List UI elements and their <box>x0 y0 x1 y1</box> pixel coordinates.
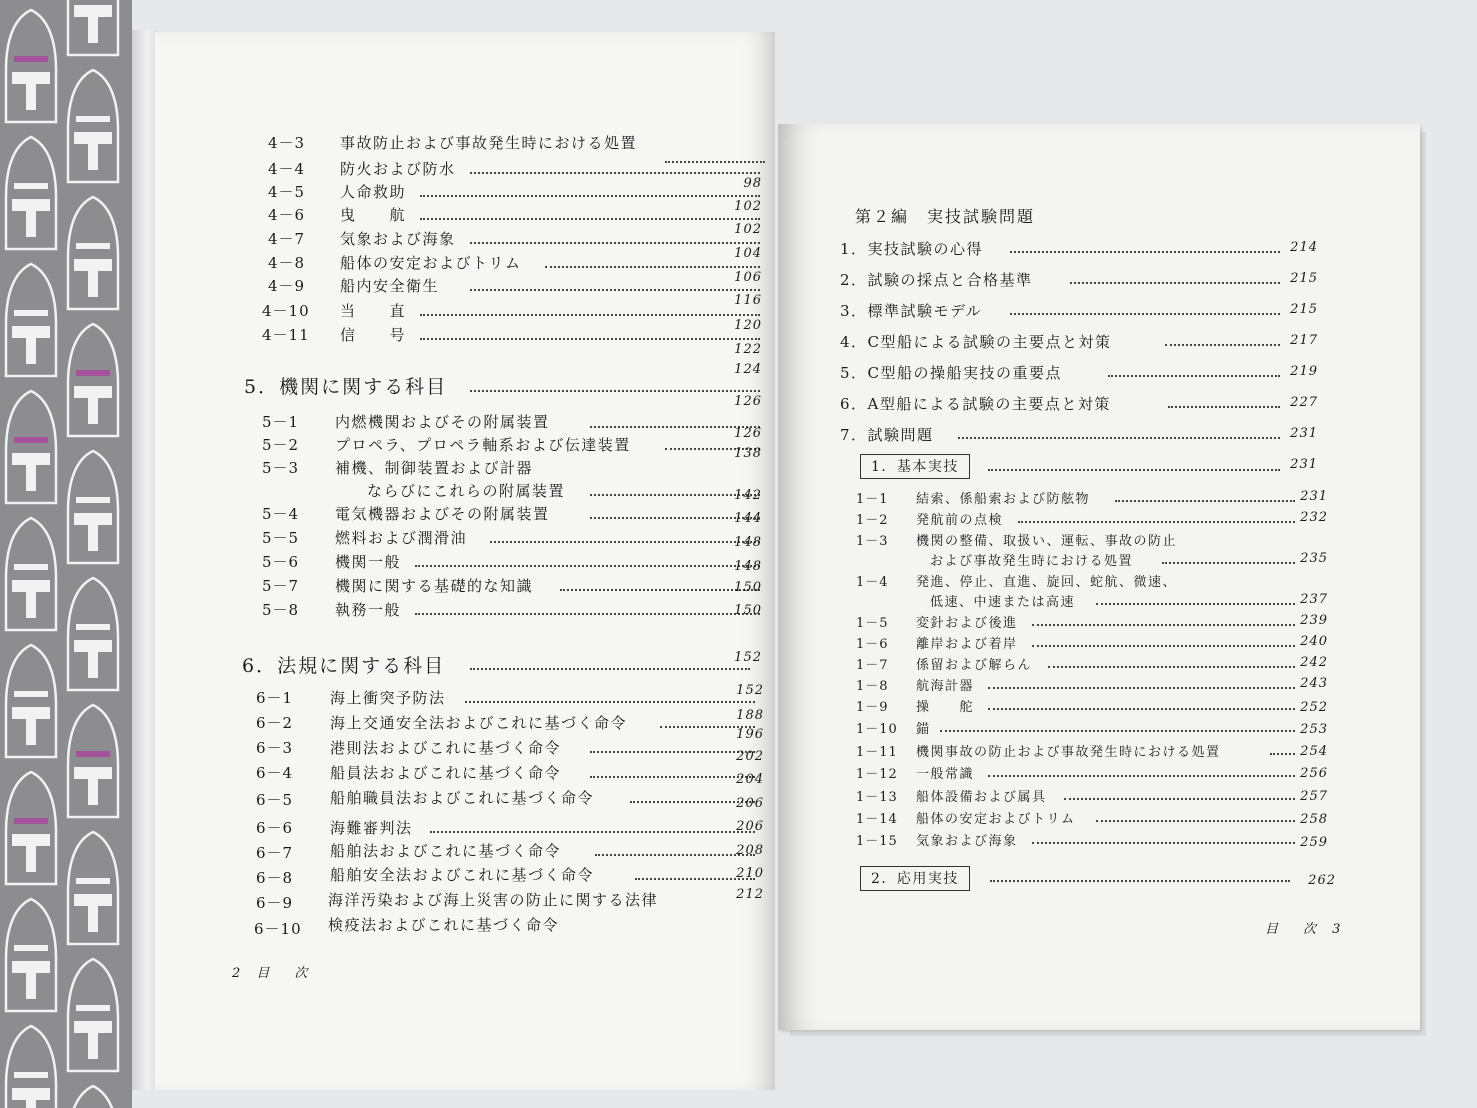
toc-leader-dots <box>415 565 760 567</box>
toc-entry-title: 気象および海象 <box>340 230 456 248</box>
toc-entry-number: 5－1 <box>262 413 300 431</box>
toc-entry-number: 5－8 <box>262 601 300 619</box>
boat-icon <box>6 518 56 630</box>
toc-entry-page: 258 <box>1300 812 1328 827</box>
toc-entry-number: 5－5 <box>262 529 300 547</box>
toc-entry-page: 243 <box>1300 676 1328 691</box>
toc-entry-page: 122 <box>734 342 762 357</box>
boat-icon <box>68 0 118 55</box>
toc-entry-title: 結索、係船索および防舷物 <box>916 492 1091 507</box>
toc-entry-title: 船体設備および属具 <box>916 790 1047 805</box>
toc-entry-title: 検疫法およびこれに基づく命令 <box>328 916 560 934</box>
toc-entry-number: 4－7 <box>268 230 306 248</box>
toc-entry-page: 106 <box>734 270 762 285</box>
toc-entry-title: 変針および後進 <box>916 616 1018 631</box>
toc-leader-dots <box>1096 820 1295 822</box>
toc-entry-title: 海難審判法 <box>330 819 413 837</box>
toc-entry-number: 5－7 <box>262 577 300 595</box>
toc-entry-page: 231 <box>1290 457 1318 472</box>
toc-entry-title: 6．A型船による試験の主要点と対策 <box>840 395 1111 413</box>
toc-entry-page: 206 <box>736 796 764 811</box>
toc-entry-title: 曳 航 <box>340 206 407 224</box>
toc-entry-title: 機関一般 <box>335 553 402 571</box>
toc-entry-title-continued: および事故発生時における処置 <box>930 554 1134 569</box>
toc-entry-title: 機関事故の防止および事故発生時における処置 <box>916 745 1221 760</box>
toc-entry-title: 機関の整備、取扱い、運転、事故の防止 <box>916 534 1178 549</box>
toc-entry-page: 124 <box>734 362 762 377</box>
toc-entry-title: 燃料および潤滑油 <box>335 529 468 547</box>
toc-entry-number: 4－3 <box>268 134 306 152</box>
toc-leader-dots <box>1096 603 1295 605</box>
page-footer: 2 目 次 <box>232 966 314 981</box>
toc-entry-page: 215 <box>1290 271 1318 286</box>
toc-leader-dots <box>1032 624 1295 626</box>
toc-leader-dots <box>1064 798 1295 800</box>
toc-entry-title: 錨 <box>916 722 931 737</box>
toc-entry-number: 5－6 <box>262 553 300 571</box>
toc-entry-title: 2．試験の採点と合格基準 <box>840 271 1033 289</box>
toc-leader-dots <box>545 266 760 268</box>
toc-entry-number: 1－8 <box>856 679 889 694</box>
toc-entry-page: 227 <box>1290 395 1318 410</box>
toc-entry-page: 231 <box>1290 426 1318 441</box>
toc-leader-dots <box>1032 842 1295 844</box>
toc-entry-title: 船舶安全法およびこれに基づく命令 <box>330 866 595 884</box>
toc-entry-page: 259 <box>1300 835 1328 850</box>
toc-leader-dots <box>420 195 760 197</box>
toc-leader-dots <box>1162 562 1295 564</box>
toc-leader-dots <box>988 687 1295 689</box>
toc-entry-number: 6－5 <box>256 791 294 809</box>
boat-icon <box>68 451 118 563</box>
toc-entry-number: 6－9 <box>256 894 294 912</box>
toc-entry-number: 4－11 <box>262 326 310 344</box>
toc-leader-dots <box>470 242 760 244</box>
toc-entry-number: 1－3 <box>856 534 889 549</box>
toc-entry-page: 144 <box>734 511 762 526</box>
toc-leader-dots <box>990 880 1290 882</box>
toc-entry-number: 4－8 <box>268 254 306 272</box>
toc-entry-page: 188 <box>736 708 764 723</box>
toc-leader-dots <box>940 730 1295 732</box>
toc-entry-page: 254 <box>1300 744 1328 759</box>
boat-icon <box>68 578 118 690</box>
toc-entry-title: 電気機器およびその附属装置 <box>335 505 550 523</box>
toc-entry-number: 4－4 <box>268 160 306 178</box>
toc-entry-page: 152 <box>736 683 764 698</box>
boat-icon <box>6 645 56 757</box>
toc-entry-page: 212 <box>736 887 764 902</box>
boat-icon <box>6 264 56 376</box>
toc-entry-number: 1－14 <box>856 812 898 827</box>
toc-entry-page: 150 <box>734 603 762 618</box>
toc-entry-title: 当 直 <box>340 302 407 320</box>
toc-entry-page: 138 <box>734 446 762 461</box>
toc-entry-title: 1．実技試験の心得 <box>840 240 984 258</box>
toc-entry-number: 6－4 <box>256 764 294 782</box>
toc-entry-number: 1－6 <box>856 637 889 652</box>
toc-entry-page: 206 <box>736 819 764 834</box>
toc-leader-dots <box>465 701 755 703</box>
toc-leader-dots <box>1018 521 1295 523</box>
toc-entry-page: 202 <box>736 749 764 764</box>
toc-entry-title: 機関に関する基礎的な知識 <box>335 577 534 595</box>
toc-entry-page: 219 <box>1290 364 1318 379</box>
toc-entry-page: 102 <box>734 222 762 237</box>
toc-leader-dots <box>430 831 755 833</box>
toc-leader-dots <box>470 668 750 670</box>
toc-entry-page: 126 <box>734 426 762 441</box>
toc-entry-page: 196 <box>736 727 764 742</box>
toc-leader-dots <box>665 161 765 163</box>
toc-leader-dots <box>420 314 760 316</box>
toc-entry-page: 239 <box>1300 613 1328 628</box>
boat-icon <box>6 137 56 249</box>
toc-leader-dots <box>988 469 1280 471</box>
toc-leader-dots <box>420 218 760 220</box>
toc-leader-dots <box>1108 375 1280 377</box>
toc-leader-dots <box>1070 282 1280 284</box>
boat-icon <box>68 324 118 436</box>
toc-entry-number: 1－1 <box>856 492 889 507</box>
toc-leader-dots <box>415 613 760 615</box>
toc-leader-dots <box>988 775 1295 777</box>
toc-entry-page: 142 <box>734 488 762 503</box>
toc-entry-title: 4．C型船による試験の主要点と対策 <box>840 333 1112 351</box>
page-footer: 目 次 3 <box>1265 922 1347 937</box>
toc-entry-title: 内燃機関およびその附属装置 <box>335 413 550 431</box>
subsection-box: 1．基本実技 <box>860 454 970 479</box>
toc-entry-number: 1－12 <box>856 767 898 782</box>
toc-entry-number: 6－7 <box>256 844 294 862</box>
toc-entry-title: 5．C型船の操船実技の重要点 <box>840 364 1063 382</box>
section-heading: 5．機関に関する科目 <box>244 376 448 398</box>
toc-entry-number: 1－7 <box>856 658 889 673</box>
toc-entry-page: 256 <box>1300 766 1328 781</box>
toc-entry-page: 104 <box>734 246 762 261</box>
toc-entry-number: 1－10 <box>856 722 898 737</box>
toc-entry-number: 5－4 <box>262 505 300 523</box>
toc-entry-title: 執務一般 <box>335 601 402 619</box>
toc-entry-number: 6－8 <box>256 869 294 887</box>
toc-entry-page: 148 <box>734 559 762 574</box>
toc-entry-title: プロペラ、プロペラ軸系および伝達装置 <box>335 436 631 454</box>
toc-entry-page: 214 <box>1290 240 1318 255</box>
boat-icon <box>68 705 118 817</box>
toc-entry-title-continued: 低速、中速または高速 <box>930 595 1076 610</box>
toc-entry-number: 1－13 <box>856 790 898 805</box>
toc-entry-title: 船内安全衛生 <box>340 277 440 295</box>
toc-entry-page: 253 <box>1300 722 1328 737</box>
toc-entry-page: 262 <box>1308 873 1336 888</box>
toc-entry-number: 4－5 <box>268 183 306 201</box>
toc-leader-dots <box>1032 645 1295 647</box>
toc-entry-page: 150 <box>734 580 762 595</box>
toc-entry-title: 船員法およびこれに基づく命令 <box>330 764 562 782</box>
toc-entry-number: 6－2 <box>256 714 294 732</box>
toc-entry-title: 発進、停止、直進、旋回、蛇航、微速、 <box>916 575 1178 590</box>
toc-entry-page: 120 <box>734 318 762 333</box>
toc-entry-number: 5－3 <box>262 459 300 477</box>
toc-entry-page: 215 <box>1290 302 1318 317</box>
toc-leader-dots <box>988 708 1295 710</box>
toc-entry-page: 257 <box>1300 789 1328 804</box>
toc-leader-dots <box>1168 406 1280 408</box>
toc-entry-title-continued: ならびにこれらの附属装置 <box>367 482 566 500</box>
toc-entry-title: 操 舵 <box>916 700 975 715</box>
toc-entry-page: 242 <box>1300 655 1328 670</box>
toc-entry-page: 148 <box>734 535 762 550</box>
toc-entry-page: 237 <box>1300 592 1328 607</box>
boat-icon <box>68 70 118 182</box>
toc-entry-title: 3．標準試験モデル <box>840 302 983 320</box>
toc-entry-number: 1－4 <box>856 575 889 590</box>
toc-entry-title: 海上交通安全法およびこれに基づく命令 <box>330 714 628 732</box>
toc-entry-number: 6－6 <box>256 819 294 837</box>
toc-entry-number: 1－5 <box>856 616 889 631</box>
toc-entry-number: 4－6 <box>268 206 306 224</box>
toc-entry-title: 船体の安定およびトリム <box>340 254 522 272</box>
toc-entry-number: 6－3 <box>256 739 294 757</box>
toc-entry-number: 6－10 <box>254 920 302 938</box>
toc-entry-page: 208 <box>736 843 764 858</box>
boat-icon <box>6 10 56 122</box>
toc-entry-title: 航海計器 <box>916 679 975 694</box>
toc-entry-title: 補機、制御装置および計器 <box>335 459 534 477</box>
toc-entry-title: 係留および解らん <box>916 658 1033 673</box>
toc-entry-page: 204 <box>736 772 764 787</box>
boat-icon <box>6 772 56 884</box>
toc-entry-title: 港則法およびこれに基づく命令 <box>330 739 562 757</box>
toc-leader-dots <box>420 338 760 340</box>
toc-entry-number: 4－10 <box>262 302 310 320</box>
toc-entry-title: 船舶職員法およびこれに基づく命令 <box>330 789 595 807</box>
toc-entry-page: 240 <box>1300 634 1328 649</box>
boat-pattern-illustration <box>0 0 132 1108</box>
boat-icon <box>68 197 118 309</box>
toc-leader-dots <box>1115 500 1295 502</box>
toc-entry-title: 7．試験問題 <box>840 426 934 444</box>
toc-entry-title: 発航前の点検 <box>916 513 1004 528</box>
toc-entry-number: 4－9 <box>268 277 306 295</box>
toc-entry-title: 事故防止および事故発生時における処置 <box>340 134 638 152</box>
toc-entry-title: 気象および海象 <box>916 834 1018 849</box>
toc-entry-number: 1－15 <box>856 834 898 849</box>
toc-entry-page: 232 <box>1300 510 1328 525</box>
toc-entry-number: 6－1 <box>256 689 294 707</box>
toc-leader-dots <box>1165 344 1280 346</box>
toc-entry-page: 126 <box>734 394 762 409</box>
toc-entry-title: 船体の安定およびトリム <box>916 812 1076 827</box>
toc-entry-page: 235 <box>1300 551 1328 566</box>
cover-strip <box>0 0 132 1108</box>
section-heading: 6．法規に関する科目 <box>242 655 446 677</box>
toc-entry-title: 離岸および着岸 <box>916 637 1018 652</box>
toc-entry-page: 252 <box>1300 700 1328 715</box>
toc-entry-title: 海洋汚染および海上災害の防止に関する法律 <box>328 891 659 909</box>
toc-entry-title: 信 号 <box>340 326 407 344</box>
boat-icon <box>68 1086 118 1108</box>
boat-icon <box>6 1026 56 1108</box>
toc-entry-page: 210 <box>736 866 764 881</box>
toc-leader-dots <box>1010 313 1280 315</box>
toc-leader-dots <box>1010 251 1280 253</box>
part-title: 第２編 実技試験問題 <box>855 207 1036 226</box>
subsection-box: 2．応用実技 <box>860 866 970 891</box>
toc-entry-number: 1－2 <box>856 513 889 528</box>
toc-entry-number: 1－9 <box>856 700 889 715</box>
toc-leader-dots <box>470 289 760 291</box>
boat-icon <box>68 959 118 1071</box>
toc-leader-dots <box>470 390 760 392</box>
boat-icon <box>6 391 56 503</box>
toc-entry-title: 人命救助 <box>340 183 407 201</box>
toc-entry-page: 98 <box>743 176 762 191</box>
toc-leader-dots <box>1048 666 1295 668</box>
toc-leader-dots <box>958 437 1280 439</box>
boat-icon <box>68 832 118 944</box>
toc-entry-page: 152 <box>734 650 762 665</box>
toc-entry-title: 一般常識 <box>916 767 975 782</box>
toc-entry-page: 217 <box>1290 333 1318 348</box>
toc-entry-title: 海上衝突予防法 <box>330 689 446 707</box>
toc-entry-page: 102 <box>734 199 762 214</box>
toc-entry-page: 231 <box>1300 489 1328 504</box>
toc-entry-number: 5－2 <box>262 436 300 454</box>
boat-icon <box>6 899 56 1011</box>
toc-entry-number: 1－11 <box>856 745 898 760</box>
toc-entry-page: 116 <box>734 293 762 308</box>
toc-entry-title: 船舶法およびこれに基づく命令 <box>330 842 562 860</box>
toc-entry-title: 防火および防水 <box>340 160 456 178</box>
toc-leader-dots <box>470 172 760 174</box>
